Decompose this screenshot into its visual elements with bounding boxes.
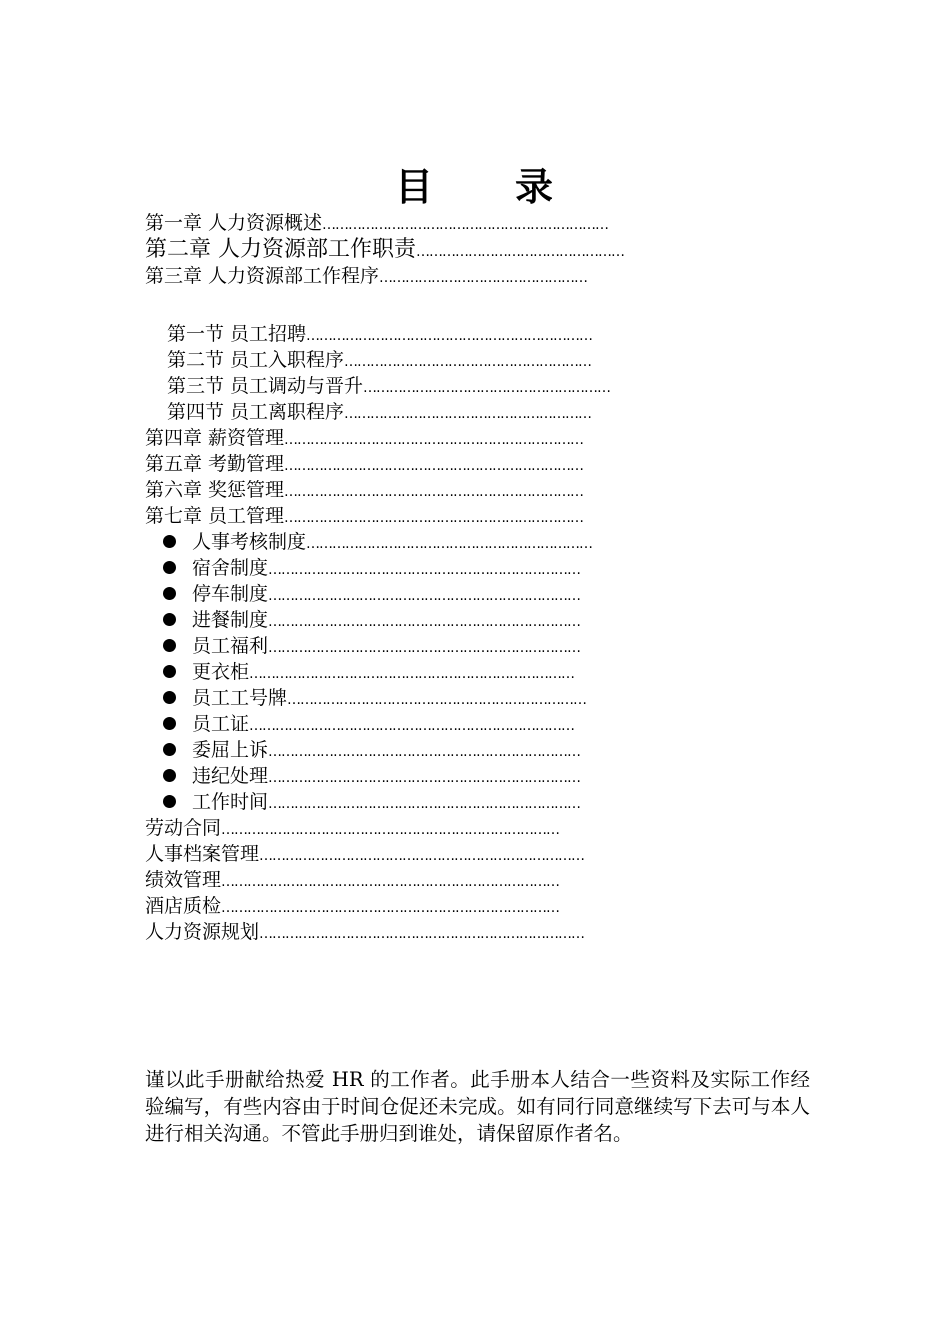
bullet-icon — [163, 535, 176, 548]
toc-entry[interactable] — [145, 763, 845, 789]
page-title — [0, 162, 950, 212]
toc-entry-label: 员工工号牌 — [192, 687, 288, 709]
toc-leader-dots: ……………………………………………………………… — [268, 562, 581, 578]
toc-entry[interactable] — [145, 711, 845, 737]
toc-entry[interactable] — [145, 789, 845, 815]
bullet-icon — [163, 613, 176, 626]
title-char-1: 目 — [394, 164, 435, 209]
toc-entry-label: 第一章 人力资源概述 — [145, 212, 323, 234]
toc-entry[interactable] — [145, 321, 845, 347]
toc-entry-label: 人力资源规划 — [145, 921, 260, 943]
toc-leader-dots: ……………………………………………………………… — [268, 640, 581, 656]
toc-leader-dots: ………………………………………………… — [363, 380, 611, 396]
toc-entry[interactable] — [145, 633, 845, 659]
toc-entry-label: 更衣柜 — [192, 661, 250, 683]
toc-entry-label: 违纪处理 — [192, 765, 269, 787]
toc-leader-dots: …………………………………………………………………… — [221, 822, 560, 838]
toc-entry[interactable] — [145, 659, 845, 685]
dedication-note: 谨以此手册献给热爱 HR 的工作者。此手册本人结合一些资料及实际工作经验编写，有些内容由于时间仓促还未完成。如有同行同意继续写下去可与本人进行相关沟通。不管此手册归到谁处，请保留原作者名。 — [145, 1068, 810, 1145]
toc-entry-label: 人事考核制度 — [192, 531, 307, 553]
toc-leader-dots: ………………………………………………………… — [306, 536, 593, 552]
toc-leader-dots: ……………………………………………………………… — [268, 588, 581, 604]
toc-leader-dots: …………………………………………………………… — [284, 510, 584, 526]
toc-entry[interactable] — [145, 373, 845, 399]
toc-leader-dots: ………………………………………………………… — [306, 328, 593, 344]
toc-entry[interactable] — [145, 919, 845, 945]
toc-leader-dots: ………………………………………………………………… — [249, 718, 575, 734]
toc-leader-dots: …………………………………………………………………… — [221, 900, 560, 916]
toc-entry[interactable] — [145, 867, 845, 893]
toc-entry-label: 酒店质检 — [145, 895, 222, 917]
toc-leader-dots: …………………………………………………………… — [284, 484, 584, 500]
toc-entry[interactable] — [145, 477, 845, 503]
toc-entry-label: 第二章 人力资源部工作职责 — [145, 237, 416, 262]
bullet-icon — [163, 561, 176, 574]
toc-entry[interactable] — [145, 815, 845, 841]
toc-entry[interactable] — [145, 210, 845, 236]
toc-entry-label: 第五章 考勤管理 — [145, 453, 285, 475]
bullet-icon — [163, 743, 176, 756]
bullet-icon — [163, 769, 176, 782]
toc-entry[interactable] — [145, 236, 845, 263]
toc-entry-label: 人事档案管理 — [145, 843, 260, 865]
bullet-icon — [163, 717, 176, 730]
bullet-icon — [163, 665, 176, 678]
toc-entry[interactable] — [145, 451, 845, 477]
toc-leader-dots: ……………………………………………………………… — [268, 770, 581, 786]
bullet-icon — [163, 795, 176, 808]
toc-leader-dots: ……………………………………………………………… — [268, 744, 581, 760]
toc-entry[interactable] — [145, 529, 845, 555]
toc-leader-dots: ……………………………………………………………… — [268, 796, 581, 812]
toc-leader-dots: ………………………………………………… — [344, 354, 592, 370]
toc-leader-dots: …………………………………………………………………… — [221, 874, 560, 890]
toc-leader-dots: …………………………………………………………… — [284, 432, 584, 448]
toc-entry[interactable] — [145, 399, 845, 425]
toc-entry-label: 停车制度 — [192, 583, 269, 605]
toc-leader-dots: ………………………………………………… — [344, 406, 592, 422]
toc-entry-label: 绩效管理 — [145, 869, 222, 891]
toc-entry-label: 员工福利 — [192, 635, 269, 657]
toc-entry-label: 第四节 员工离职程序 — [167, 401, 345, 423]
bullet-icon — [163, 639, 176, 652]
toc-entry[interactable] — [145, 347, 845, 373]
bullet-icon — [163, 691, 176, 704]
toc-entry[interactable] — [145, 737, 845, 763]
toc-entry[interactable] — [145, 581, 845, 607]
toc-entry-label: 委屈上诉 — [192, 739, 269, 761]
toc-entry[interactable] — [145, 685, 845, 711]
toc-entry-label: 宿舍制度 — [192, 557, 269, 579]
toc-entry-label: 第七章 员工管理 — [145, 505, 285, 527]
toc-leader-dots: ……………………………………………………………… — [268, 614, 581, 630]
toc-leader-dots: ………………………………………………………… — [322, 217, 609, 233]
toc-entry-label: 第六章 奖惩管理 — [145, 479, 285, 501]
table-of-contents — [145, 210, 845, 945]
toc-leader-dots: ………………………………………… — [416, 244, 624, 260]
bullet-icon — [163, 587, 176, 600]
toc-entry[interactable] — [145, 893, 845, 919]
toc-entry[interactable] — [145, 503, 845, 529]
toc-entry[interactable] — [145, 555, 845, 581]
toc-entry-label: 员工证 — [192, 713, 250, 735]
toc-entry-label: 第四章 薪资管理 — [145, 427, 285, 449]
toc-entry-label: 劳动合同 — [145, 817, 222, 839]
toc-spacer — [145, 289, 845, 321]
toc-entry[interactable] — [145, 425, 845, 451]
toc-leader-dots: ………………………………………… — [379, 270, 588, 286]
toc-leader-dots: …………………………………………………………… — [284, 458, 584, 474]
toc-entry[interactable] — [145, 607, 845, 633]
title-char-2: 录 — [515, 164, 556, 209]
toc-entry-label: 第三节 员工调动与晋升 — [167, 375, 364, 397]
toc-entry-label: 第三章 人力资源部工作程序 — [145, 265, 380, 287]
toc-entry-label: 进餐制度 — [192, 609, 269, 631]
toc-entry[interactable] — [145, 263, 845, 289]
toc-entry-label: 工作时间 — [192, 791, 269, 813]
toc-entry-label: 第二节 员工入职程序 — [167, 349, 345, 371]
toc-entry-label: 第一节 员工招聘 — [167, 323, 307, 345]
toc-leader-dots: ………………………………………………………………… — [259, 848, 585, 864]
toc-leader-dots: …………………………………………………………… — [287, 692, 587, 708]
toc-leader-dots: ………………………………………………………………… — [259, 926, 585, 942]
toc-entry[interactable] — [145, 841, 845, 867]
toc-leader-dots: ………………………………………………………………… — [249, 666, 575, 682]
